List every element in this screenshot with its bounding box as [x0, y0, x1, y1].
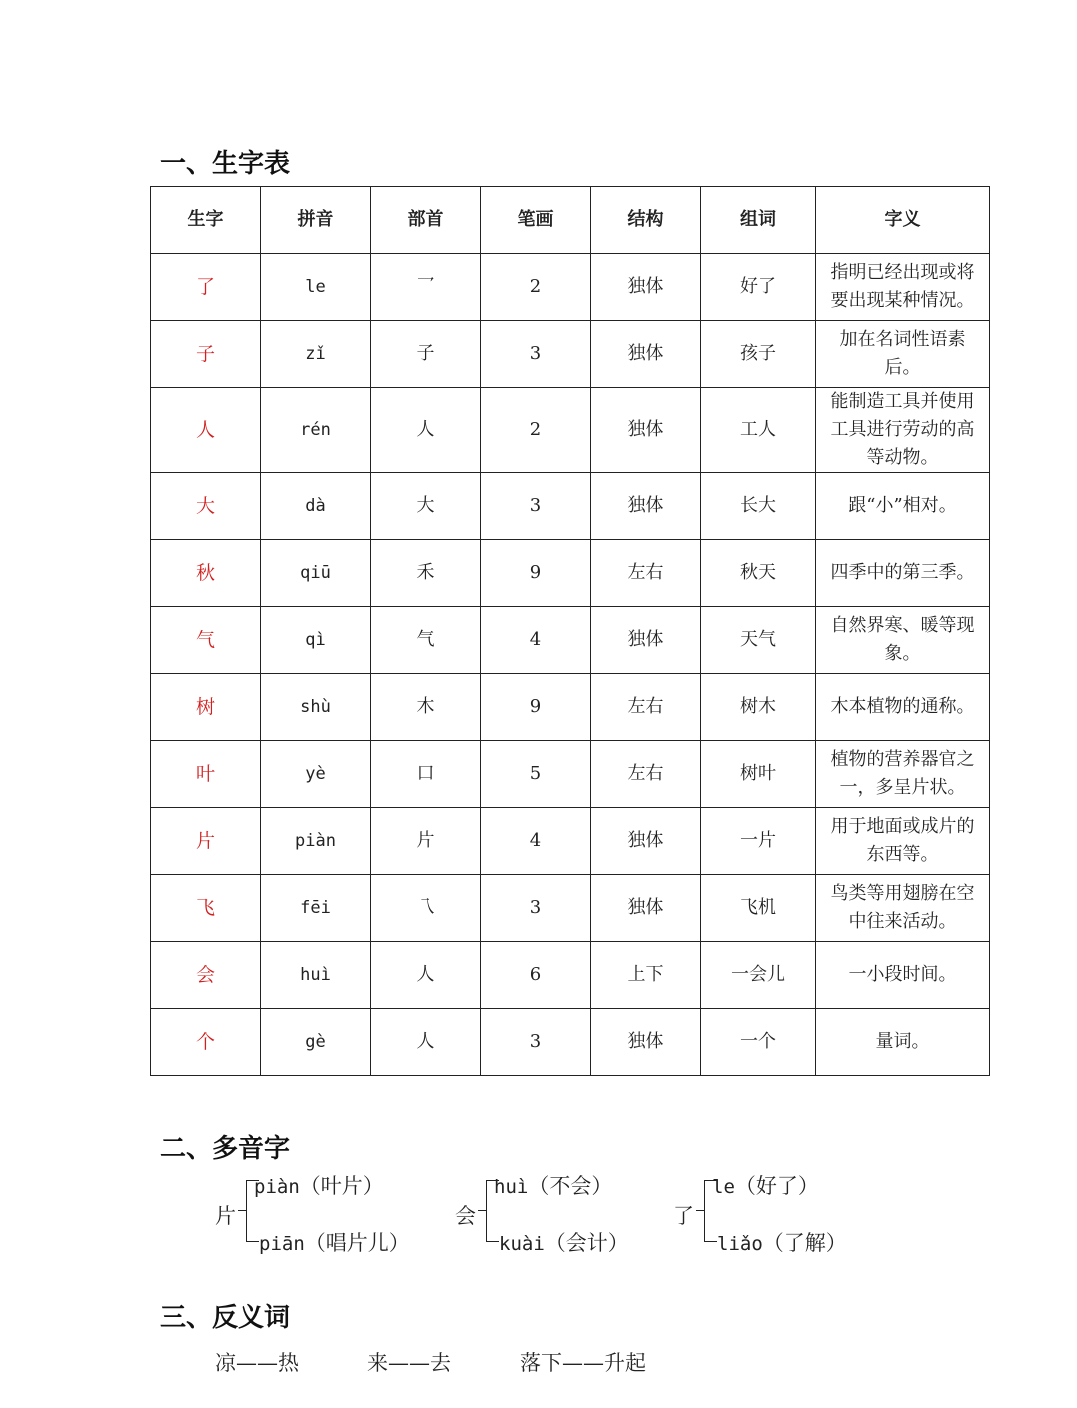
cell-structure: 独体 [591, 254, 701, 321]
cell-pinyin: huì [261, 942, 371, 1009]
cell-word: 长大 [701, 473, 816, 540]
cell-meaning: 四季中的第三季。 [816, 540, 990, 607]
cell-radical: 大 [371, 473, 481, 540]
cell-char: 树 [151, 674, 261, 741]
cell-char: 子 [151, 321, 261, 388]
cell-meaning: 鸟类等用翅膀在空中往来活动。 [816, 875, 990, 942]
cell-word: 天气 [701, 607, 816, 674]
polyphone-reading-1: piàn（叶片） [254, 1174, 384, 1198]
cell-strokes: 2 [481, 254, 591, 321]
header-cell: 字义 [816, 187, 990, 254]
table-header-row [151, 187, 990, 254]
cell-pinyin: fēi [261, 875, 371, 942]
cell-structure: 独体 [591, 388, 701, 473]
cell-radical: 木 [371, 674, 481, 741]
cell-word: 树叶 [701, 741, 816, 808]
antonym-pair: 凉——热 [215, 1351, 299, 1375]
cell-meaning: 植物的营养器官之一，多呈片状。 [816, 741, 990, 808]
cell-strokes: 9 [481, 674, 591, 741]
brace-tick [478, 1210, 486, 1211]
cell-meaning: 加在名词性语素后。 [816, 321, 990, 388]
header-cell: 结构 [591, 187, 701, 254]
table-row [151, 607, 990, 674]
cell-structure: 左右 [591, 540, 701, 607]
cell-pinyin: zǐ [261, 321, 371, 388]
polyphone-reading-2: liǎo（了解） [717, 1231, 847, 1255]
vocab-table [150, 186, 990, 1076]
brace-tick [238, 1210, 246, 1211]
cell-char: 秋 [151, 540, 261, 607]
table-row [151, 875, 990, 942]
section-title-polyphones: 二、多音字 [160, 1134, 291, 1164]
cell-strokes: 3 [481, 473, 591, 540]
cell-strokes: 4 [481, 808, 591, 875]
polyphone-reading-2: kuài（会计） [499, 1231, 629, 1255]
polyphone-char: 了 [673, 1204, 694, 1228]
cell-word: 飞机 [701, 875, 816, 942]
header-cell: 生字 [151, 187, 261, 254]
cell-char: 大 [151, 473, 261, 540]
cell-radical: 人 [371, 1009, 481, 1076]
table-row [151, 540, 990, 607]
cell-meaning: 量词。 [816, 1009, 990, 1076]
cell-radical: 乛 [371, 254, 481, 321]
cell-pinyin: gè [261, 1009, 371, 1076]
cell-radical: 气 [371, 607, 481, 674]
cell-meaning: 一小段时间。 [816, 942, 990, 1009]
cell-radical: 乁 [371, 875, 481, 942]
cell-strokes: 3 [481, 875, 591, 942]
cell-strokes: 5 [481, 741, 591, 808]
cell-word: 好了 [701, 254, 816, 321]
cell-radical: 人 [371, 942, 481, 1009]
cell-strokes: 3 [481, 321, 591, 388]
cell-structure: 独体 [591, 473, 701, 540]
table-row [151, 942, 990, 1009]
cell-word: 一片 [701, 808, 816, 875]
table-row [151, 808, 990, 875]
cell-meaning: 指明已经出现或将要出现某种情况。 [816, 254, 990, 321]
cell-meaning: 跟“小”相对。 [816, 473, 990, 540]
brace-tick [696, 1210, 704, 1211]
cell-radical: 口 [371, 741, 481, 808]
header-cell: 部首 [371, 187, 481, 254]
cell-char: 叶 [151, 741, 261, 808]
cell-word: 一个 [701, 1009, 816, 1076]
cell-word: 树木 [701, 674, 816, 741]
cell-pinyin: le [261, 254, 371, 321]
cell-pinyin: yè [261, 741, 371, 808]
cell-strokes: 6 [481, 942, 591, 1009]
cell-structure: 独体 [591, 607, 701, 674]
cell-pinyin: qiū [261, 540, 371, 607]
cell-structure: 独体 [591, 1009, 701, 1076]
cell-structure: 左右 [591, 674, 701, 741]
table-row [151, 674, 990, 741]
cell-strokes: 9 [481, 540, 591, 607]
cell-structure: 左右 [591, 741, 701, 808]
table-row [151, 254, 990, 321]
cell-char: 会 [151, 942, 261, 1009]
section-title-vocab: 一、生字表 [160, 149, 291, 179]
cell-radical: 子 [371, 321, 481, 388]
cell-meaning: 用于地面或成片的东西等。 [816, 808, 990, 875]
polyphone-reading-1: huì（不会） [494, 1174, 613, 1198]
cell-structure: 独体 [591, 321, 701, 388]
cell-strokes: 2 [481, 388, 591, 473]
antonym-pair: 落下——升起 [520, 1351, 646, 1375]
cell-pinyin: shù [261, 674, 371, 741]
polyphone-reading-1: le（好了） [712, 1174, 819, 1198]
table-row [151, 321, 990, 388]
cell-strokes: 3 [481, 1009, 591, 1076]
cell-radical: 片 [371, 808, 481, 875]
cell-char: 气 [151, 607, 261, 674]
cell-structure: 独体 [591, 875, 701, 942]
cell-char: 片 [151, 808, 261, 875]
table-row [151, 741, 990, 808]
cell-char: 飞 [151, 875, 261, 942]
polyphone-char: 片 [215, 1204, 236, 1228]
cell-radical: 人 [371, 388, 481, 473]
cell-meaning: 木本植物的通称。 [816, 674, 990, 741]
polyphone-reading-2: piān（唱片儿） [259, 1231, 410, 1255]
section-title-antonyms: 三、反义词 [160, 1303, 291, 1333]
cell-radical: 禾 [371, 540, 481, 607]
table-row [151, 388, 990, 473]
polyphone-char: 会 [455, 1204, 476, 1228]
cell-pinyin: rén [261, 388, 371, 473]
cell-pinyin: dà [261, 473, 371, 540]
cell-meaning: 自然界寒、暖等现象。 [816, 607, 990, 674]
cell-strokes: 4 [481, 607, 591, 674]
cell-word: 秋天 [701, 540, 816, 607]
cell-word: 工人 [701, 388, 816, 473]
cell-word: 孩子 [701, 321, 816, 388]
table-row [151, 473, 990, 540]
cell-word: 一会儿 [701, 942, 816, 1009]
cell-pinyin: piàn [261, 808, 371, 875]
cell-char: 个 [151, 1009, 261, 1076]
header-cell: 组词 [701, 187, 816, 254]
table-row [151, 1009, 990, 1076]
cell-pinyin: qì [261, 607, 371, 674]
header-cell: 笔画 [481, 187, 591, 254]
header-cell: 拼音 [261, 187, 371, 254]
antonym-pair: 来——去 [367, 1351, 451, 1375]
cell-structure: 独体 [591, 808, 701, 875]
cell-char: 人 [151, 388, 261, 473]
cell-meaning: 能制造工具并使用工具进行劳动的高等动物。 [816, 388, 990, 473]
cell-structure: 上下 [591, 942, 701, 1009]
cell-char: 了 [151, 254, 261, 321]
